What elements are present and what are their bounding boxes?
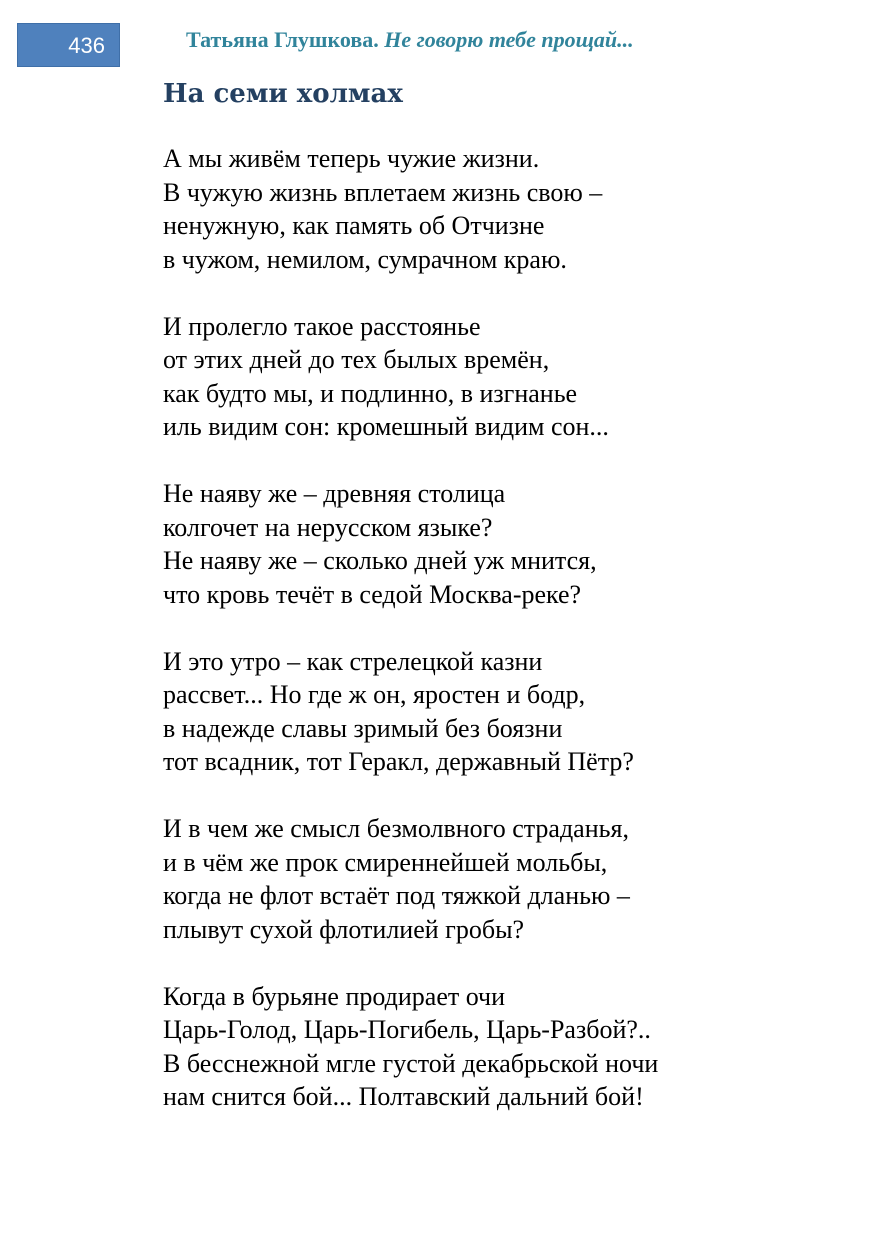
- stanza-6: [163, 980, 853, 1114]
- poem-line: в надежде славы зримый без боязни: [163, 713, 563, 743]
- poem-line: В чужую жизнь вплетаем жизнь свою –: [163, 177, 603, 207]
- poem-body: [163, 142, 853, 1147]
- poem-line: когда не флот встаёт под тяжкой дланью –: [163, 881, 630, 910]
- poem-title: На семи холмах: [163, 79, 403, 109]
- poem-line: от этих дней до тех былых времён,: [163, 345, 550, 374]
- poem-line: А мы живём теперь чужие жизни.: [163, 144, 540, 173]
- page-number: 436: [68, 33, 105, 58]
- poem-line: В бесснежной мгле густой декабрьской ночи: [163, 1048, 659, 1078]
- running-header: [186, 26, 634, 54]
- poem-line: Не наяву же – сколько дней уж мнится,: [163, 546, 597, 575]
- poem-line: колгочет на нерусском языке?: [163, 512, 493, 542]
- poem-line: Не наяву же – древняя столица: [163, 479, 506, 508]
- poem-line: рассвет... Но где ж он, яростен и бодр,: [163, 680, 586, 709]
- poem-line: плывут сухой флотилией гробы?: [163, 914, 525, 944]
- page-number-box: [17, 23, 120, 67]
- poem-line: И в чем же смысл безмолвного страданья,: [163, 814, 629, 843]
- header-work-title: Не говорю тебе прощай...: [384, 27, 634, 52]
- header-author: Татьяна Глушкова.: [186, 27, 379, 52]
- stanza-4: [163, 645, 853, 779]
- poem-line: нам снится бой... Полтавский дальний бой!: [163, 1082, 644, 1111]
- poem-line: Царь-Голод, Царь-Погибель, Царь-Разбой?..: [163, 1015, 651, 1044]
- poem-line: как будто мы, и подлинно, в изгнанье: [163, 378, 578, 408]
- poem-line: ненужную, как память об Отчизне: [163, 211, 545, 240]
- poem-line: в чужом, немилом, сумрачном краю.: [163, 244, 567, 274]
- poem-line: тот всадник, тот Геракл, державный Пётр?: [163, 747, 634, 776]
- poem-line: И пролегло такое расстоянье: [163, 311, 481, 341]
- poem-line: что кровь течёт в седой Москва-реке?: [163, 579, 582, 609]
- stanza-5: [163, 812, 853, 946]
- stanza-2: [163, 310, 853, 444]
- stanza-1: [163, 142, 853, 276]
- poem-line: иль видим сон: кромешный видим сон...: [163, 412, 609, 441]
- poem-line: и в чём же прок смиреннейшей мольбы,: [163, 847, 608, 877]
- poem-line: Когда в бурьяне продирает очи: [163, 981, 506, 1011]
- poem-line: И это утро – как стрелецкой казни: [163, 646, 543, 676]
- stanza-3: [163, 477, 853, 611]
